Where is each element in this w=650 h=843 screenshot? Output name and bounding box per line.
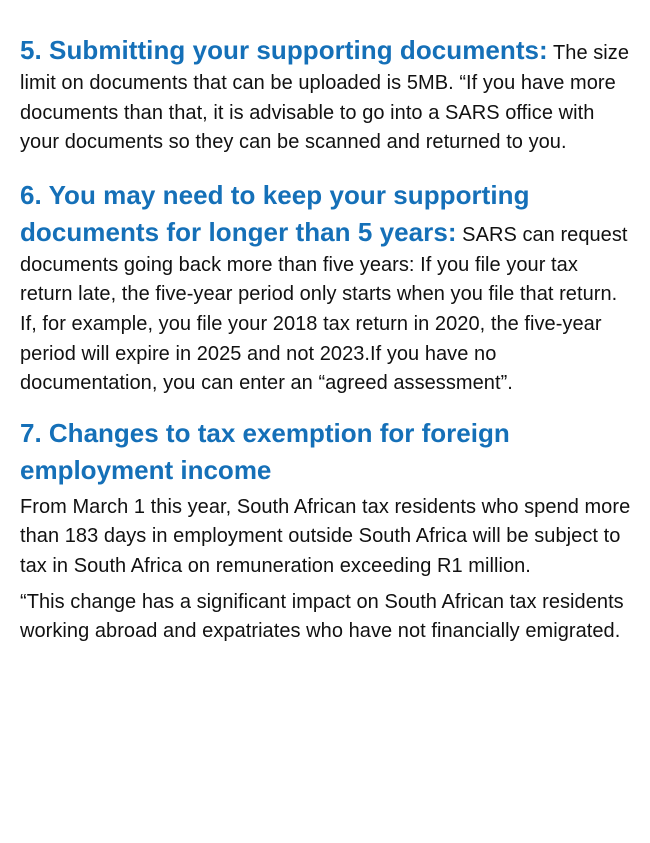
section-7-quote-paragraph: “This change has a significant impact on South African tax residents working abroad and expatriates who have not financially emigrated. xyxy=(20,590,624,643)
section-5-heading: 5. Submitting your supporting documents: xyxy=(20,35,548,65)
section-6-body: SARS can request documents going back more than five years: If you file your tax return late, the five-year period only starts when you file that return. If, for example, you file your 2018 tax return in 2020, the five-year period will expire in 2025 and not 2023.If you have no documentation, you can enter an “agreed assessment”. xyxy=(20,223,628,395)
section-6 xyxy=(20,177,634,399)
section-6-heading: 6. You may need to keep your supporting documents for longer than 5 years: xyxy=(20,179,530,247)
article-content xyxy=(20,32,634,647)
section-7-paragraph: From March 1 this year, South African tax residents who spend more than 183 days in employment outside South Africa will be subject to tax in South Africa on remuneration exceeding R1 million. xyxy=(20,495,631,577)
section-5-body: The size limit on documents that can be uploaded is 5MB. “If you have more documents than that, it is advisable to go into a SARS office with your documents so they can be scanned and returned to you. xyxy=(20,42,629,154)
section-7-heading: 7. Changes to tax exemption for foreign employment income xyxy=(20,417,510,485)
section-5 xyxy=(20,32,634,158)
